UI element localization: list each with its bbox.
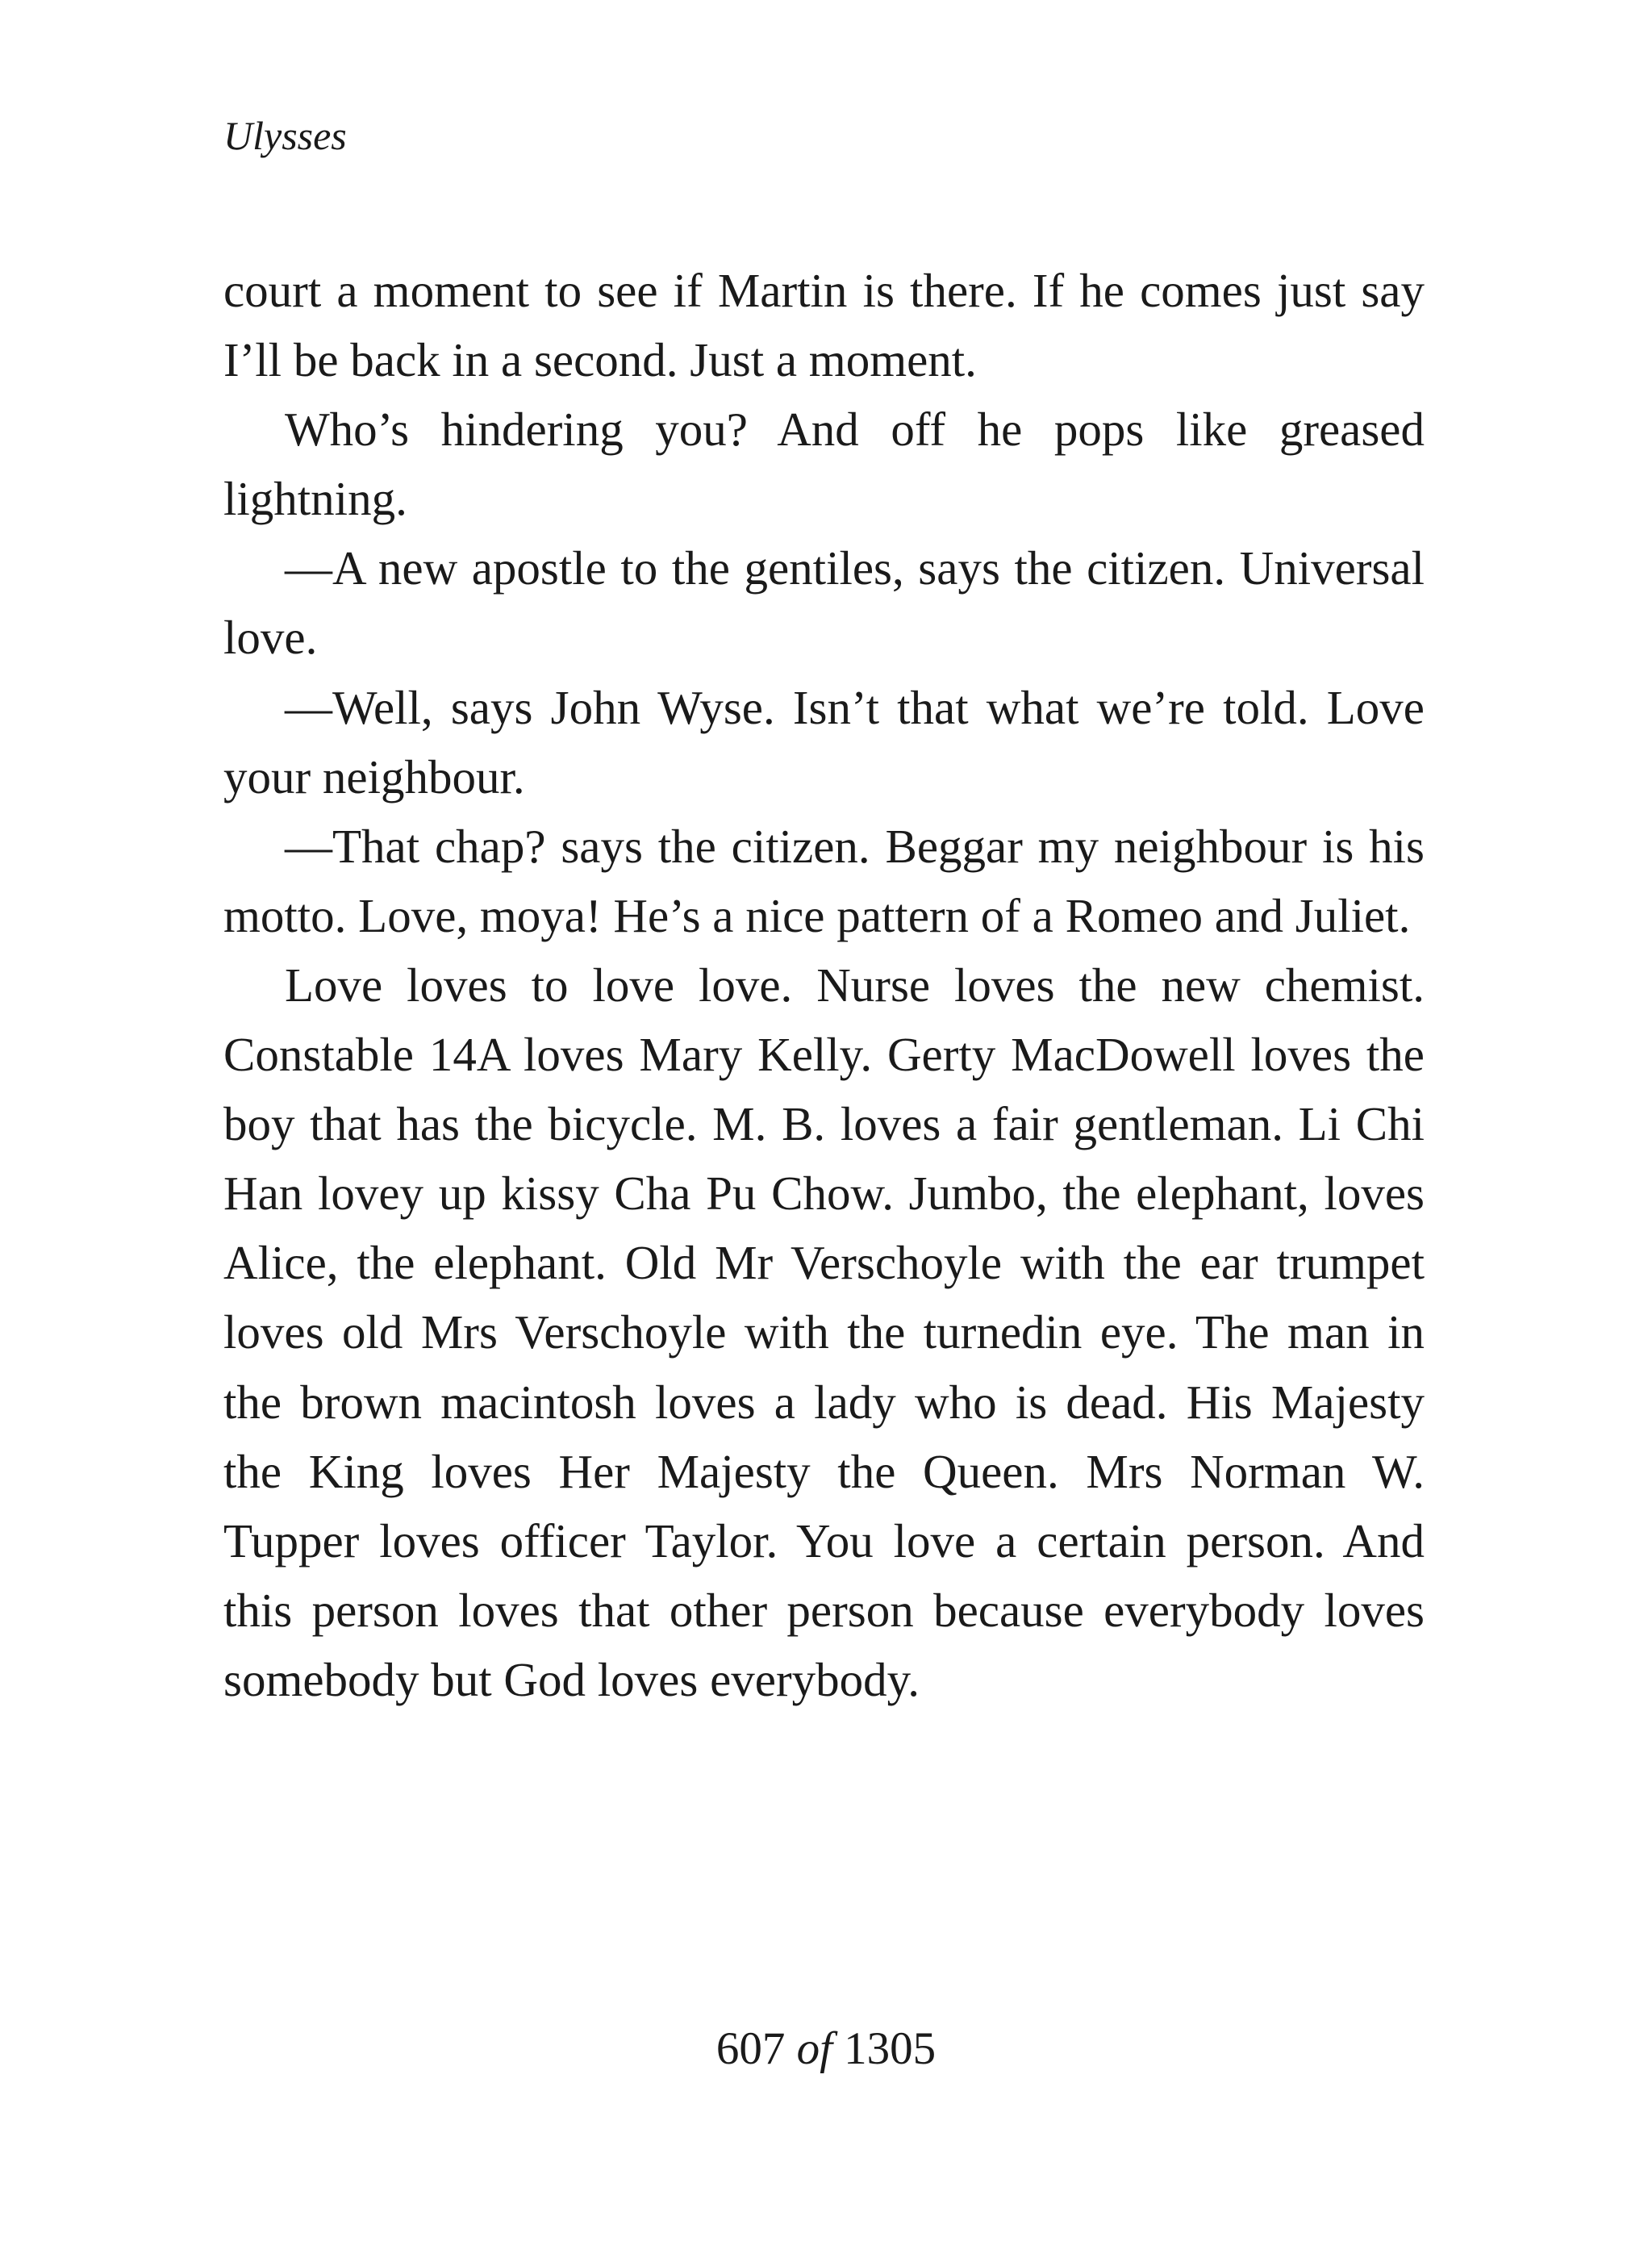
body-text — [223, 256, 1425, 1714]
total-pages: 1305 — [844, 2023, 937, 2074]
running-head: Ulysses — [223, 113, 347, 158]
paragraph-2: Who’s hindering you? And off he pops like greased lightning. — [223, 403, 1425, 526]
current-page: 607 — [715, 2023, 786, 2074]
paragraph-4: —Well, says John Wyse. Isn’t that what we’re told. Love your neighbour. — [223, 680, 1425, 804]
paragraph-1: court a moment to see if Martin is there. If he comes just say I’ll be back in a second. Just a moment. — [223, 264, 1425, 387]
paragraph-5: —That chap? says the citizen. Beggar my neighbour is his motto. Love, moya! He’s a nice pattern of a Romeo and Juliet. — [223, 819, 1425, 942]
page-number — [0, 2017, 1652, 2081]
paragraph-3: —A new apostle to the gentiles, says the citizen. Universal love. — [223, 541, 1425, 665]
paragraph-6: Love loves to love love. Nurse loves the new chemist. Constable 14A loves Mary Kelly. Gerty MacDowell loves the boy that has the bicycle. M. B. loves a fair gentleman. Li Chi Han lovey up kissy Cha Pu Chow. Jumbo, the elephant, loves Alice, the elephant. Old Mr Verschoyle with the ear trumpet loves old Mrs Verschoyle with the turnedin eye. The man in the brown macintosh loves a lady who is dead. His Majesty the King loves Her Majesty the Queen. Mrs Norman W. Tupper loves officer Taylor. You love a certain person. And this person loves that other person because everybody loves somebody but God loves everybody. — [223, 958, 1425, 1706]
page-separator: of — [796, 2023, 832, 2074]
